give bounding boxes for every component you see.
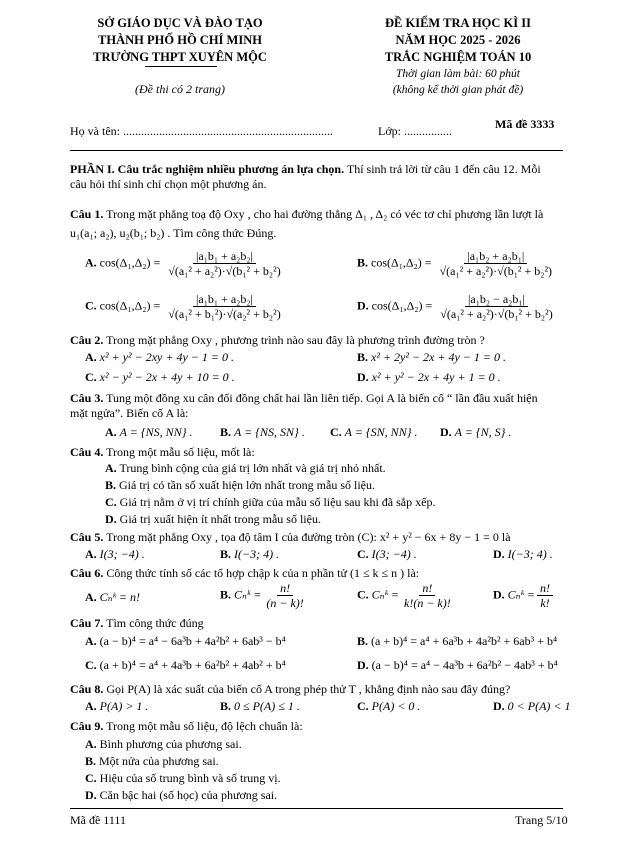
option-label: B. bbox=[357, 634, 369, 648]
option-label: A. bbox=[85, 255, 97, 270]
option-label: A. bbox=[85, 737, 97, 751]
option-text: A = {SN, NN} . bbox=[344, 425, 418, 439]
time-note: (không kể thời gian phát đề) bbox=[392, 84, 524, 96]
school-header bbox=[85, 15, 275, 66]
option-label: C. bbox=[85, 298, 97, 313]
q1-option-d bbox=[357, 292, 558, 321]
footer-exam-code: Mã đề 1111 bbox=[70, 813, 126, 827]
option-label: C. bbox=[330, 425, 342, 439]
q6-option-b bbox=[220, 581, 309, 610]
exam-header bbox=[358, 15, 558, 98]
option-label: D. bbox=[493, 547, 505, 561]
option-text: A = {NS, SN} . bbox=[234, 425, 305, 439]
fraction-denominator: k! bbox=[540, 596, 550, 610]
school-year: NĂM HỌC 2025 - 2026 bbox=[395, 33, 521, 47]
part1-title: PHẦN I. Câu trắc nghiệm nhiều phương án lựa chọn. bbox=[70, 162, 345, 176]
option-label: C. bbox=[85, 370, 97, 384]
option-lhs: cos(Δ₁,Δ₂) = bbox=[371, 255, 432, 270]
q4-option-b bbox=[105, 478, 375, 493]
q2-option-d bbox=[357, 370, 501, 385]
q3-option-c bbox=[330, 425, 418, 440]
top-divider bbox=[70, 150, 563, 151]
option-label: D. bbox=[105, 512, 117, 526]
question-8 bbox=[70, 682, 510, 697]
option-text: P(A) > 1 . bbox=[99, 699, 149, 713]
q1-option-a bbox=[85, 249, 286, 278]
q9-option-a bbox=[85, 737, 242, 752]
option-label: A. bbox=[85, 634, 97, 648]
class-field: Lớp: ................ bbox=[378, 124, 453, 138]
option-label: C. bbox=[357, 547, 369, 561]
question-1-line2: u₁(a₁; a₂), u₂(b₁; b₂) . Tìm công thức Đúng. bbox=[70, 226, 277, 240]
question-2 bbox=[70, 333, 485, 348]
option-label: A. bbox=[85, 590, 97, 604]
option-text: Giá trị có tần số xuất hiện lớn nhất trong mẫu số liệu. bbox=[116, 478, 375, 492]
q7-option-c bbox=[85, 658, 286, 673]
q4-option-d bbox=[105, 512, 321, 527]
q8-option-b bbox=[220, 699, 300, 714]
q3-option-b bbox=[220, 425, 305, 440]
fraction-numerator: |a₁b₂ − a₂b₁| bbox=[465, 292, 528, 307]
question-1 bbox=[70, 207, 543, 222]
question-6 bbox=[70, 566, 419, 581]
option-lhs: Cₙᵏ = bbox=[507, 587, 536, 602]
fraction-numerator: n! bbox=[537, 581, 553, 596]
option-label: D. bbox=[357, 298, 369, 313]
option-text: 0 ≤ P(A) ≤ 1 . bbox=[234, 699, 300, 713]
fraction-denominator: √(a₁² + b₁²)·√(a₂² + b₂²) bbox=[168, 307, 281, 321]
fraction-numerator: n! bbox=[277, 581, 293, 596]
question-4 bbox=[70, 445, 255, 460]
option-label: A. bbox=[85, 547, 97, 561]
city-name: THÀNH PHỐ HỒ CHÍ MINH bbox=[98, 33, 262, 47]
option-label: A. bbox=[105, 425, 117, 439]
q2-option-a bbox=[85, 350, 234, 365]
question-text: Trong một mẫu số liệu, mốt là: bbox=[103, 445, 255, 459]
option-label: D. bbox=[357, 370, 369, 384]
option-lhs: Cₙᵏ = bbox=[371, 587, 400, 602]
option-label: C. bbox=[85, 658, 97, 672]
option-label: B. bbox=[220, 699, 232, 713]
option-text: Cₙᵏ = n! bbox=[99, 590, 141, 604]
question-label: Câu 2. bbox=[70, 333, 104, 347]
question-label: Câu 1. bbox=[70, 207, 104, 221]
q2-option-b bbox=[357, 350, 506, 365]
q1-option-b bbox=[357, 249, 557, 278]
option-label: B. bbox=[220, 425, 232, 439]
fraction-numerator: |a₁b₁ + a₂b₂| bbox=[193, 292, 256, 307]
question-text: Gọi P(A) là xác suất của biến cố A trong phép thử T , khẳng định nào sau đây đúng? bbox=[103, 682, 511, 696]
option-text: Bình phương của phương sai. bbox=[96, 737, 242, 751]
q1-option-c bbox=[85, 292, 286, 321]
question-text: Trong mặt phẳng toạ độ Oxy , cho hai đường thẳng Δ₁ , Δ₂ có véc tơ chỉ phương lần lượt là bbox=[103, 207, 544, 221]
fraction-numerator: |a₁b₂ + a₂b₁| bbox=[464, 249, 527, 264]
question-7 bbox=[70, 616, 204, 631]
question-text: Trong mặt phẳng Oxy , tọa độ tâm I của đường tròn (C): x² + y² − 6x + 8y − 1 = 0 là bbox=[103, 530, 511, 544]
question-3-line2: mặt ngửa”. Biến cố A là: bbox=[70, 406, 189, 420]
option-label: B. bbox=[85, 754, 97, 768]
question-label: Câu 8. bbox=[70, 682, 104, 696]
pages-note: (Đề thi có 2 trang) bbox=[135, 82, 225, 96]
question-label: Câu 7. bbox=[70, 616, 104, 630]
fraction-denominator: √(a₁² + a₂²)·√(b₁² + b₂²) bbox=[440, 307, 553, 321]
q8-option-c bbox=[357, 699, 420, 714]
school-name: TRƯỜNG THPT XUYÊN MỘC bbox=[93, 50, 267, 64]
q3-option-a bbox=[105, 425, 193, 440]
option-label: D. bbox=[85, 788, 97, 802]
question-label: Câu 5. bbox=[70, 530, 104, 544]
question-label: Câu 3. bbox=[70, 391, 104, 405]
option-label: B. bbox=[105, 478, 117, 492]
option-label: A. bbox=[85, 699, 97, 713]
option-text: A = {N, S} . bbox=[454, 425, 512, 439]
fraction bbox=[263, 581, 306, 610]
option-text: I(3; −4) . bbox=[99, 547, 145, 561]
option-text: I(3; −4) . bbox=[371, 547, 417, 561]
option-lhs: cos(Δ₁,Δ₂) = bbox=[371, 298, 433, 313]
option-text: Trung bình cộng của giá trị lớn nhất và giá trị nhỏ nhất. bbox=[116, 461, 386, 475]
q2-option-c bbox=[85, 370, 235, 385]
fraction-denominator: (n − k)! bbox=[266, 596, 304, 610]
part1-heading bbox=[70, 162, 541, 177]
question-3 bbox=[70, 391, 538, 406]
name-field: Họ và tên: ...................................................................... bbox=[70, 124, 333, 138]
option-label: C. bbox=[357, 587, 369, 602]
header-divider bbox=[145, 66, 217, 67]
option-text: Một nửa của phương sai. bbox=[96, 754, 219, 768]
option-lhs: cos(Δ₁,Δ₂) = bbox=[99, 298, 161, 313]
footer-divider bbox=[70, 808, 563, 809]
option-text: x² + y² − 2xy + 4y − 1 = 0 . bbox=[99, 350, 234, 364]
fraction-denominator: k!(n − k)! bbox=[404, 596, 451, 610]
q8-option-a bbox=[85, 699, 148, 714]
question-text: Tìm công thức đúng bbox=[103, 616, 204, 630]
option-text: A = {NS, NN} . bbox=[119, 425, 193, 439]
q8-option-d bbox=[493, 699, 571, 714]
option-label: A. bbox=[85, 350, 97, 364]
time-limit: Thời gian làm bài: 60 phút bbox=[395, 68, 521, 80]
option-label: B. bbox=[357, 255, 369, 270]
exam-code: Mã đề 3333 bbox=[495, 117, 555, 131]
question-label: Câu 9. bbox=[70, 719, 104, 733]
option-text: Giá trị xuất hiện ít nhất trong mẫu số liệu. bbox=[116, 512, 321, 526]
fraction bbox=[165, 292, 283, 321]
option-text: Hiệu của số trung bình và số trung vị. bbox=[96, 771, 281, 785]
option-text: x² − y² − 2x + 4y + 10 = 0 . bbox=[99, 370, 235, 384]
option-lhs: cos(Δ₁,Δ₂) = bbox=[99, 255, 161, 270]
option-label: C. bbox=[105, 495, 117, 509]
q5-option-a bbox=[85, 547, 145, 562]
question-5 bbox=[70, 530, 511, 545]
option-text: (a − b)⁴ = a⁴ − 4a³b + 6a²b² − 4ab³ + b⁴ bbox=[371, 658, 558, 672]
option-text: (a − b)⁴ = a⁴ − 6a³b + 4a²b² + 6ab³ − b⁴ bbox=[99, 634, 286, 648]
option-lhs: Cₙᵏ = bbox=[234, 587, 262, 602]
fraction bbox=[437, 292, 555, 321]
question-label: Câu 4. bbox=[70, 445, 104, 459]
option-text: (a + b)⁴ = a⁴ + 6a³b + 4a²b² + 6ab³ + b⁴ bbox=[371, 634, 558, 648]
q5-option-c bbox=[357, 547, 417, 562]
question-9 bbox=[70, 719, 303, 734]
option-text: Giá trị nằm ở vị trí chính giữa của mẫu số liệu sau khi đã sắp xếp. bbox=[116, 495, 436, 509]
q7-option-b bbox=[357, 634, 557, 649]
option-label: C. bbox=[357, 699, 369, 713]
question-text: Công thức tính số các tổ hợp chập k của n phần tử (1 ≤ k ≤ n ) là: bbox=[103, 566, 420, 580]
question-text: Trong mặt phẳng Oxy , phương trình nào sau đây là phương trình đường tròn ? bbox=[103, 333, 485, 347]
part1-instruction: Thí sinh trả lời từ câu 1 đến câu 12. Mỗi bbox=[344, 162, 541, 176]
question-label: Câu 6. bbox=[70, 566, 104, 580]
option-label: D. bbox=[493, 587, 505, 602]
fraction-denominator: √(a₁² + a₂²)·√(b₁² + b₂²) bbox=[168, 264, 281, 278]
option-label: D. bbox=[357, 658, 369, 672]
option-text: P(A) < 0 . bbox=[371, 699, 421, 713]
q3-option-d bbox=[440, 425, 511, 440]
question-text: Trong một mẫu số liệu, độ lệch chuẩn là: bbox=[103, 719, 303, 733]
q9-option-c bbox=[85, 771, 281, 786]
option-text: I(−3; 4) . bbox=[507, 547, 553, 561]
fraction bbox=[537, 581, 553, 610]
part1-instruction-2: câu hỏi thí sinh chỉ chọn một phương án. bbox=[70, 177, 267, 191]
option-label: B. bbox=[220, 587, 232, 602]
page-number: Trang 5/10 bbox=[515, 813, 568, 827]
q6-option-a bbox=[85, 590, 140, 605]
option-text: Căn bậc hai (số học) của phương sai. bbox=[96, 788, 278, 802]
fraction-numerator: |a₁b₁ + a₂b₂| bbox=[193, 249, 256, 264]
option-label: B. bbox=[220, 547, 232, 561]
fraction-denominator: √(a₁² + a₂²)·√(b₁² + b₂²) bbox=[439, 264, 553, 278]
fraction-numerator: n! bbox=[419, 581, 435, 596]
q4-option-a bbox=[105, 461, 386, 476]
option-text: x² + 2y² − 2x + 4y − 1 = 0 . bbox=[371, 350, 507, 364]
q9-option-b bbox=[85, 754, 219, 769]
option-text: x² + y² − 2x + 4y + 1 = 0 . bbox=[371, 370, 501, 384]
q6-option-c bbox=[357, 581, 456, 610]
q6-option-d bbox=[493, 581, 555, 610]
option-label: B. bbox=[357, 350, 369, 364]
q5-option-d bbox=[493, 547, 553, 562]
q7-option-d bbox=[357, 658, 558, 673]
option-text: (a + b)⁴ = a⁴ + 4a³b + 6a²b² + 4ab² + b⁴ bbox=[99, 658, 286, 672]
option-text: I(−3; 4) . bbox=[234, 547, 280, 561]
subject-name: TRẮC NGHIỆM TOÁN 10 bbox=[384, 50, 532, 64]
q7-option-a bbox=[85, 634, 286, 649]
exam-title: ĐỀ KIỂM TRA HỌC KÌ II bbox=[385, 16, 531, 30]
fraction bbox=[401, 581, 454, 610]
option-label: D. bbox=[493, 699, 505, 713]
option-label: D. bbox=[440, 425, 452, 439]
q5-option-b bbox=[220, 547, 279, 562]
question-text: Tung một đồng xu cân đối đồng chất hai lần liên tiếp. Gọi A là biến cố “ lần đầu xuất hiện bbox=[103, 391, 538, 405]
q4-option-c bbox=[105, 495, 435, 510]
option-label: C. bbox=[85, 771, 97, 785]
option-text: 0 < P(A) < 1 bbox=[507, 699, 571, 713]
fraction bbox=[165, 249, 283, 278]
fraction bbox=[437, 249, 555, 278]
option-label: A. bbox=[105, 461, 117, 475]
department-name: SỞ GIÁO DỤC VÀ ĐÀO TẠO bbox=[97, 16, 263, 30]
q9-option-d bbox=[85, 788, 277, 803]
